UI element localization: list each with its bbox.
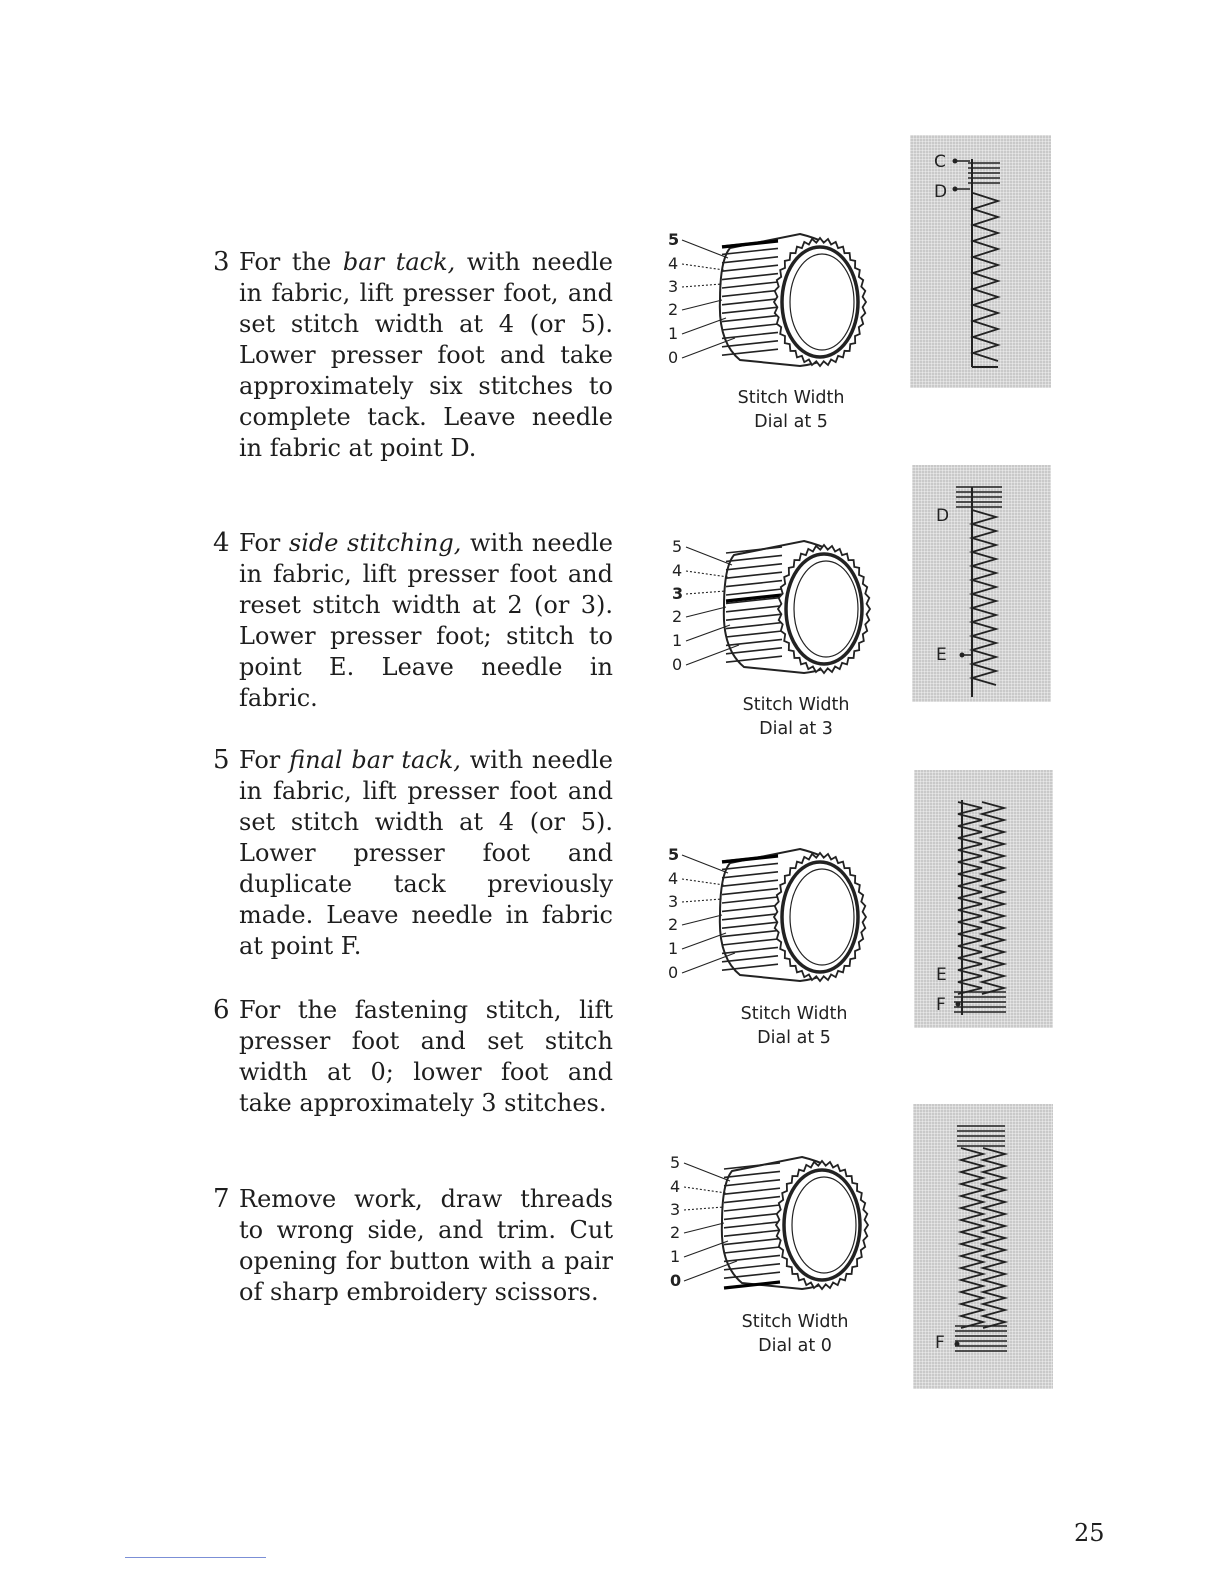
step-number: 5: [213, 745, 230, 775]
stitch-pattern-panel-2: [912, 465, 1051, 702]
dial-scale-label: 4: [668, 869, 679, 888]
dial-face-inner: [792, 1177, 856, 1273]
step-number: 6: [213, 995, 230, 1025]
dial-knob: [724, 541, 870, 673]
dial-leader-line: [682, 933, 726, 949]
dial-knob: [722, 1157, 868, 1289]
dial-scale-label: 3: [672, 584, 684, 603]
dial-leader-line: [682, 318, 726, 334]
dial-leader-line: [684, 1207, 724, 1210]
side-stitching-diagram: [912, 465, 1051, 702]
dial-leader-line: [686, 591, 726, 594]
stitch-pattern-panel-4: [913, 1104, 1053, 1389]
dial-leader-line: [686, 547, 732, 565]
dial-knob: [720, 849, 866, 981]
step-text: For the fastening stitch, lift presser foot and set stitch width at 0; lower foot and take approximately 3 stitches.: [239, 996, 613, 1117]
dial-scale-label: 0: [672, 655, 683, 674]
fastening-stitch-diagram: [913, 1104, 1053, 1389]
step-text: For side stitching, with needle in fabric, lift presser foot and reset stitch width at 2 (or 3). Lower presser foot; stitch to point E. Leave needle in fabric.: [239, 529, 614, 712]
dial-scale-label: 5: [670, 1153, 681, 1172]
step-7: [213, 1184, 613, 1308]
dial-scale-label: 1: [670, 1247, 681, 1266]
dial-scale-label: 0: [670, 1271, 682, 1290]
dial-scale-label: 3: [670, 1200, 681, 1219]
step-number: 7: [213, 1184, 230, 1214]
stitch-pattern-panel-3: [914, 770, 1053, 1028]
dial-leader-line: [686, 571, 728, 577]
dial-leader-line: [686, 625, 730, 641]
dial-scale-label: 0: [668, 963, 679, 982]
svg-text:E: E: [936, 965, 947, 985]
svg-text:E: E: [936, 645, 947, 665]
dial-leader-line: [684, 1163, 730, 1181]
step-text: For the bar tack, with needle in fabric, lift presser foot, and set stitch width at 4 (or 5). Lower presser foot and take approximately six stitches to complete tack. Leave needle in fabric at point D.: [239, 248, 614, 462]
dial-leader-line: [682, 264, 724, 270]
stitch-width-dial-1: [660, 220, 880, 380]
bar-tack-start-diagram: [910, 135, 1051, 388]
dial-leader-line: [686, 607, 726, 617]
dial-leader-line: [682, 855, 728, 873]
step-number: 4: [213, 528, 230, 558]
dial-scale-label: 1: [672, 631, 683, 650]
dial-knob: [720, 234, 866, 366]
dial-caption-4: Stitch Width Dial at 0: [741, 1312, 849, 1356]
dial-scale-label: 0: [668, 348, 679, 367]
final-bar-tack-diagram: [914, 770, 1053, 1028]
dial-scale-label: 2: [668, 300, 679, 319]
step-text: For final bar tack, with needle in fabric, lift presser foot and set stitch width at 4 (or 5). Lower presser foot and duplicate tack previously made. Leave needle in fabric at point F.: [239, 746, 614, 960]
dial-leader-line: [684, 1241, 728, 1257]
step-5: [213, 745, 613, 962]
dial-scale-label: 2: [668, 915, 679, 934]
dial-caption-2: Stitch Width Dial at 3: [742, 695, 850, 739]
dial-scale-label: 3: [668, 892, 679, 911]
dial-scale-label: 5: [672, 537, 683, 556]
dial-leader-line: [682, 300, 722, 310]
step-text: Remove work, draw threads to wrong side, and trim. Cut opening for button with a pair of sharp embroidery scissors.: [239, 1185, 613, 1306]
dial-scale-label: 5: [668, 230, 680, 249]
dial-leader-line: [682, 899, 722, 902]
stitch-width-dial-3: [660, 835, 880, 995]
dial-leader-line: [682, 915, 722, 925]
dial-face-inner: [794, 561, 858, 657]
step-3: [213, 247, 613, 464]
svg-text:C: C: [934, 152, 946, 172]
dial-face-inner: [790, 254, 854, 350]
svg-text:F: F: [935, 1333, 945, 1353]
dial-leader-line: [684, 1223, 724, 1233]
stitch-width-dial-2: [664, 527, 884, 687]
dial-caption-3: Stitch Width Dial at 5: [740, 1004, 848, 1048]
dial-scale-label: 4: [672, 561, 683, 580]
dial-scale-label: 4: [670, 1177, 681, 1196]
dial-scale-label: 1: [668, 939, 679, 958]
stitch-width-dial-4: [662, 1143, 882, 1303]
dial-scale-label: 3: [668, 277, 679, 296]
dial-leader-line: [682, 284, 722, 287]
footer-rule: [125, 1557, 266, 1558]
stitch-pattern-panel-1: [910, 135, 1051, 388]
dial-face-inner: [790, 869, 854, 965]
dial-leader-line: [684, 1187, 726, 1193]
dial-scale-label: 5: [668, 845, 680, 864]
step-number: 3: [213, 247, 230, 277]
dial-scale-label: 2: [672, 607, 683, 626]
dial-leader-line: [682, 240, 728, 258]
svg-text:F: F: [936, 995, 946, 1015]
dial-scale-label: 2: [670, 1223, 681, 1242]
dial-caption-1: Stitch Width Dial at 5: [737, 388, 845, 432]
svg-text:D: D: [936, 506, 950, 526]
dial-scale-label: 4: [668, 254, 679, 273]
step-4: [213, 528, 613, 714]
dial-leader-line: [682, 879, 724, 885]
page-number: 25: [1074, 1519, 1105, 1547]
svg-text:D: D: [934, 182, 948, 202]
step-6: [213, 995, 613, 1119]
dial-scale-label: 1: [668, 324, 679, 343]
